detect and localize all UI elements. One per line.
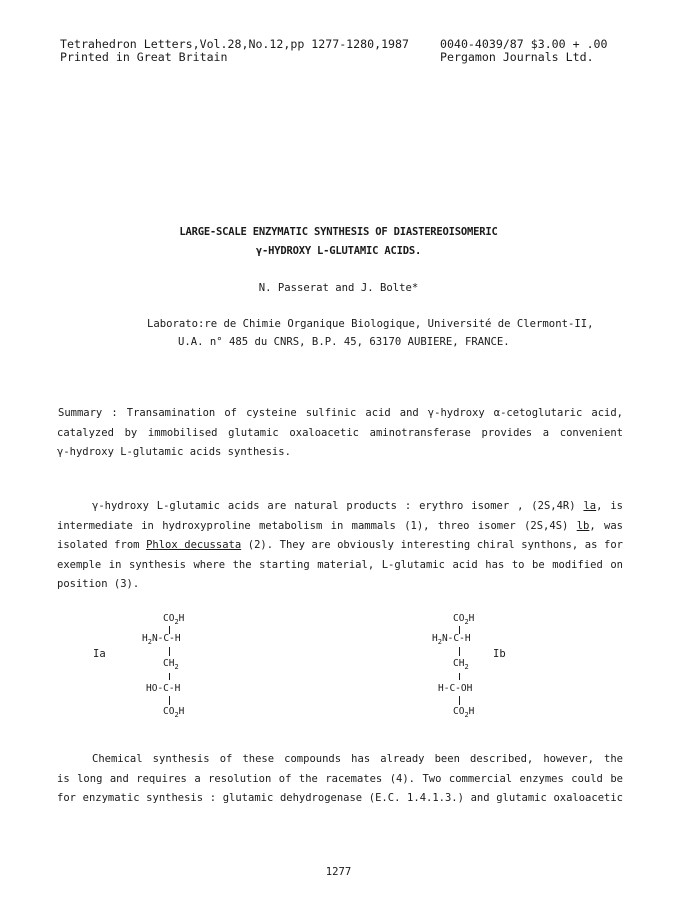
intro-line: position (3). xyxy=(57,578,140,590)
ia-carboxyl-top: $CO_2H$ xyxy=(163,613,185,626)
summary-line: catalyzed by immobilised glutamic oxaloacetic aminotransferase provides a convenient xyxy=(57,426,623,439)
species-name: Phlox decussata xyxy=(146,539,242,551)
intro-line: intermediate in hydroxyproline metabolism in mammals (1), threo isomer (2S,4S) lb, was xyxy=(57,519,623,532)
summary-line: Summary : Transamination of cysteine sulfinic acid and γ-hydroxy α-cetoglutaric acid, xyxy=(58,407,623,419)
page-number: 1277 xyxy=(325,866,352,878)
ib-bond xyxy=(459,696,460,705)
ib-alpha-carbon: $H_2N-C-H$ xyxy=(432,633,471,646)
ib-carboxyl-bottom: $CO_2H$ xyxy=(453,706,475,719)
ib-methylene: $CH_2$ xyxy=(453,658,469,671)
structure-label-ib: Ib xyxy=(493,648,506,660)
intro-line: γ-hydroxy L-glutamic acids are natural products : erythro isomer , (2S,4R) la, is xyxy=(92,500,623,512)
body-line: for enzymatic synthesis : glutamic dehydrogenase (E.C. 1.4.1.3.) and glutamic oxaloacetic xyxy=(57,792,623,804)
article-title-line2: γ-HYDROXY L-GLUTAMIC ACIDS. xyxy=(255,245,422,257)
affiliation-line2: U.A. n° 485 du CNRS, B.P. 45, 63170 AUBIERE, FRANCE. xyxy=(178,336,510,348)
affiliation-line1: Laborato:re de Chimie Organique Biologique, Université de Clermont-II, xyxy=(147,318,594,330)
ia-alpha-carbon: $H_2N-C-H$ xyxy=(142,633,181,646)
ia-bond xyxy=(169,696,170,705)
body-line: is long and requires a resolution of the racemates (4). Two commercial enzymes could be xyxy=(57,772,623,785)
summary-line: γ-hydroxy L-glutamic acids synthesis. xyxy=(57,446,291,458)
journal-citation: Tetrahedron Letters,Vol.28,No.12,pp 1277-1280,1987 xyxy=(60,37,410,51)
compound-ref-la: la xyxy=(583,500,597,512)
summary xyxy=(57,404,623,463)
intro-line: exemple in synthesis where the starting material, L-glutamic acid has to be modified on xyxy=(57,558,623,571)
article-title-line1: LARGE-SCALE ENZYMATIC SYNTHESIS OF DIASTEREOISOMERIC xyxy=(179,226,498,238)
ib-gamma-carbon: H-C-OH xyxy=(438,683,473,694)
compound-ref-lb: lb xyxy=(576,519,590,532)
ib-carboxyl-top: $CO_2H$ xyxy=(453,613,475,626)
ib-bond xyxy=(459,647,460,656)
ia-gamma-carbon: HO-C-H xyxy=(146,683,181,694)
ia-bond xyxy=(169,647,170,656)
intro-paragraph xyxy=(57,497,623,595)
ib-bond xyxy=(459,673,460,680)
issn-price: 0040-4039/87 $3.00 + .00 xyxy=(440,37,608,51)
ia-bond xyxy=(169,673,170,680)
body-paragraph xyxy=(57,750,623,809)
ia-carboxyl-bottom: $CO_2H$ xyxy=(163,706,185,719)
ia-methylene: $CH_2$ xyxy=(163,658,179,671)
authors: N. Passerat and J. Bolte* xyxy=(258,282,419,294)
intro-line: isolated from Phlox decussata (2). They are obviously interesting chiral synthons, as for xyxy=(57,539,623,551)
printed-in: Printed in Great Britain xyxy=(60,50,228,64)
body-line: Chemical synthesis of these compounds has already been described, however, the xyxy=(92,753,623,765)
publisher: Pergamon Journals Ltd. xyxy=(440,50,594,64)
structure-label-ia: Ia xyxy=(93,648,106,660)
